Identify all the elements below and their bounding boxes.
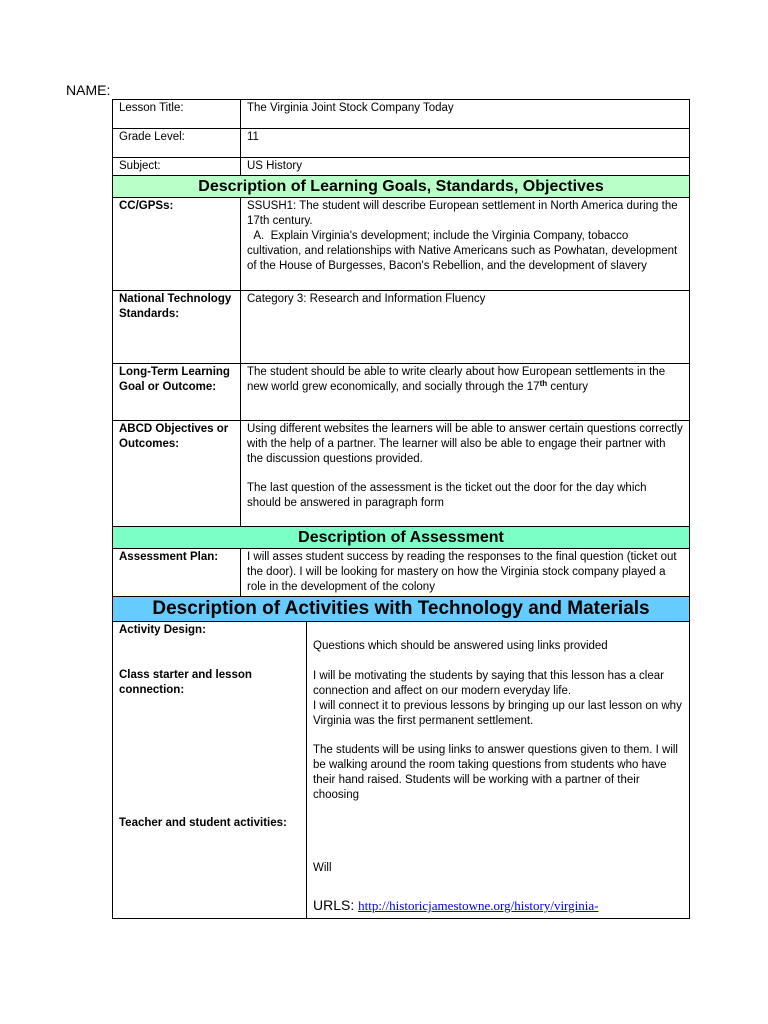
activities-labels-cell [113, 622, 307, 919]
activities-text-4: The students will be using links to answer questions given to them. I will be walking around the room taking questions from students who have their hand raised. Students will be working with a partner of their choosing [313, 744, 678, 801]
assessment-plan-row [113, 549, 690, 597]
activities-text-3: I will connect it to previous lessons by bringing up our last lesson on why Virginia was the first permanent settlement. [313, 700, 682, 727]
lesson-title-row [113, 100, 690, 129]
abcd-cell [241, 421, 690, 527]
long-term-goal-cell [241, 364, 690, 421]
nts-text: Category 3: Research and Information Fluency [241, 291, 690, 364]
ccgps-label: CC/GPSs: [113, 198, 241, 291]
ccgps-row [113, 198, 690, 291]
urls-link[interactable]: http://historicjamestowne.org/history/virginia- [358, 898, 599, 913]
activities-content-cell [307, 622, 690, 919]
nts-label: National Technology Standards: [113, 291, 241, 364]
lesson-plan-table [112, 99, 690, 919]
abcd-label: ABCD Objectives or Outcomes: [113, 421, 241, 527]
assessment-plan-text: I will asses student success by reading the responses to the final question (ticket out the door). I will be looking for mastery on how the Virginia stock company played a role in the development of the colony [241, 549, 690, 597]
subject-value: US History [241, 158, 690, 176]
long-term-goal-label: Long-Term Learning Goal or Outcome: [113, 364, 241, 421]
activities-text-5: Will [313, 862, 332, 874]
urls-label: URLS: [313, 897, 359, 913]
class-starter-label: Class starter and lesson connection: [119, 669, 252, 696]
teacher-student-activities-label: Teacher and student activities: [119, 817, 287, 829]
urls-line [313, 898, 683, 915]
name-label: NAME: [66, 82, 111, 98]
activities-row [113, 622, 690, 919]
activity-design-label: Activity Design: [119, 624, 206, 636]
long-term-goal-sup: th [539, 379, 548, 388]
lesson-title-value: The Virginia Joint Stock Company Today [241, 100, 690, 129]
lesson-title-label: Lesson Title: [113, 100, 241, 129]
long-term-goal-text: The student should be able to write clearly about how European settlements in the new world grew economically, and socially through the 17 [247, 366, 666, 393]
abcd-row [113, 421, 690, 527]
abcd-text-2: The last question of the assessment is the ticket out the door for the day which should be answered in paragraph form [247, 482, 647, 509]
grade-level-value: 11 [241, 129, 690, 158]
subject-label: Subject: [113, 158, 241, 176]
learning-goals-header [113, 176, 690, 198]
subject-row [113, 158, 690, 176]
ccgps-text-1: SSUSH1: The student will describe European settlement in North America during the 17th century. [247, 200, 678, 227]
grade-level-row [113, 129, 690, 158]
assessment-heading: Description of Assessment [113, 527, 690, 549]
activities-text-2: I will be motivating the students by saying that this lesson has a clear connection and affect on our modern everyday life. [313, 670, 664, 697]
abcd-text-1: Using different websites the learners will be able to answer certain questions correctly with the help of a partner. The learner will also be able to engage their partner with the discussion questions provided. [247, 423, 683, 465]
activities-header [113, 597, 690, 622]
grade-level-label: Grade Level: [113, 129, 241, 158]
activities-heading: Description of Activities with Technology and Materials [113, 597, 690, 622]
ccgps-cell [241, 198, 690, 291]
activities-text-1: Questions which should be answered using links provided [313, 640, 608, 652]
ccgps-text-2: A. Explain Virginia's development; include the Virginia Company, tobacco cultivation, and relationships with Native Americans such as Powhatan, development of the House of Burgesses, Bacon's Rebellion, and the development of slavery [247, 230, 681, 272]
assessment-header [113, 527, 690, 549]
long-term-goal-row [113, 364, 690, 421]
long-term-goal-text-end: century [547, 381, 589, 393]
assessment-plan-label: Assessment Plan: [113, 549, 241, 597]
learning-goals-heading: Description of Learning Goals, Standards, Objectives [113, 176, 690, 198]
nts-row [113, 291, 690, 364]
